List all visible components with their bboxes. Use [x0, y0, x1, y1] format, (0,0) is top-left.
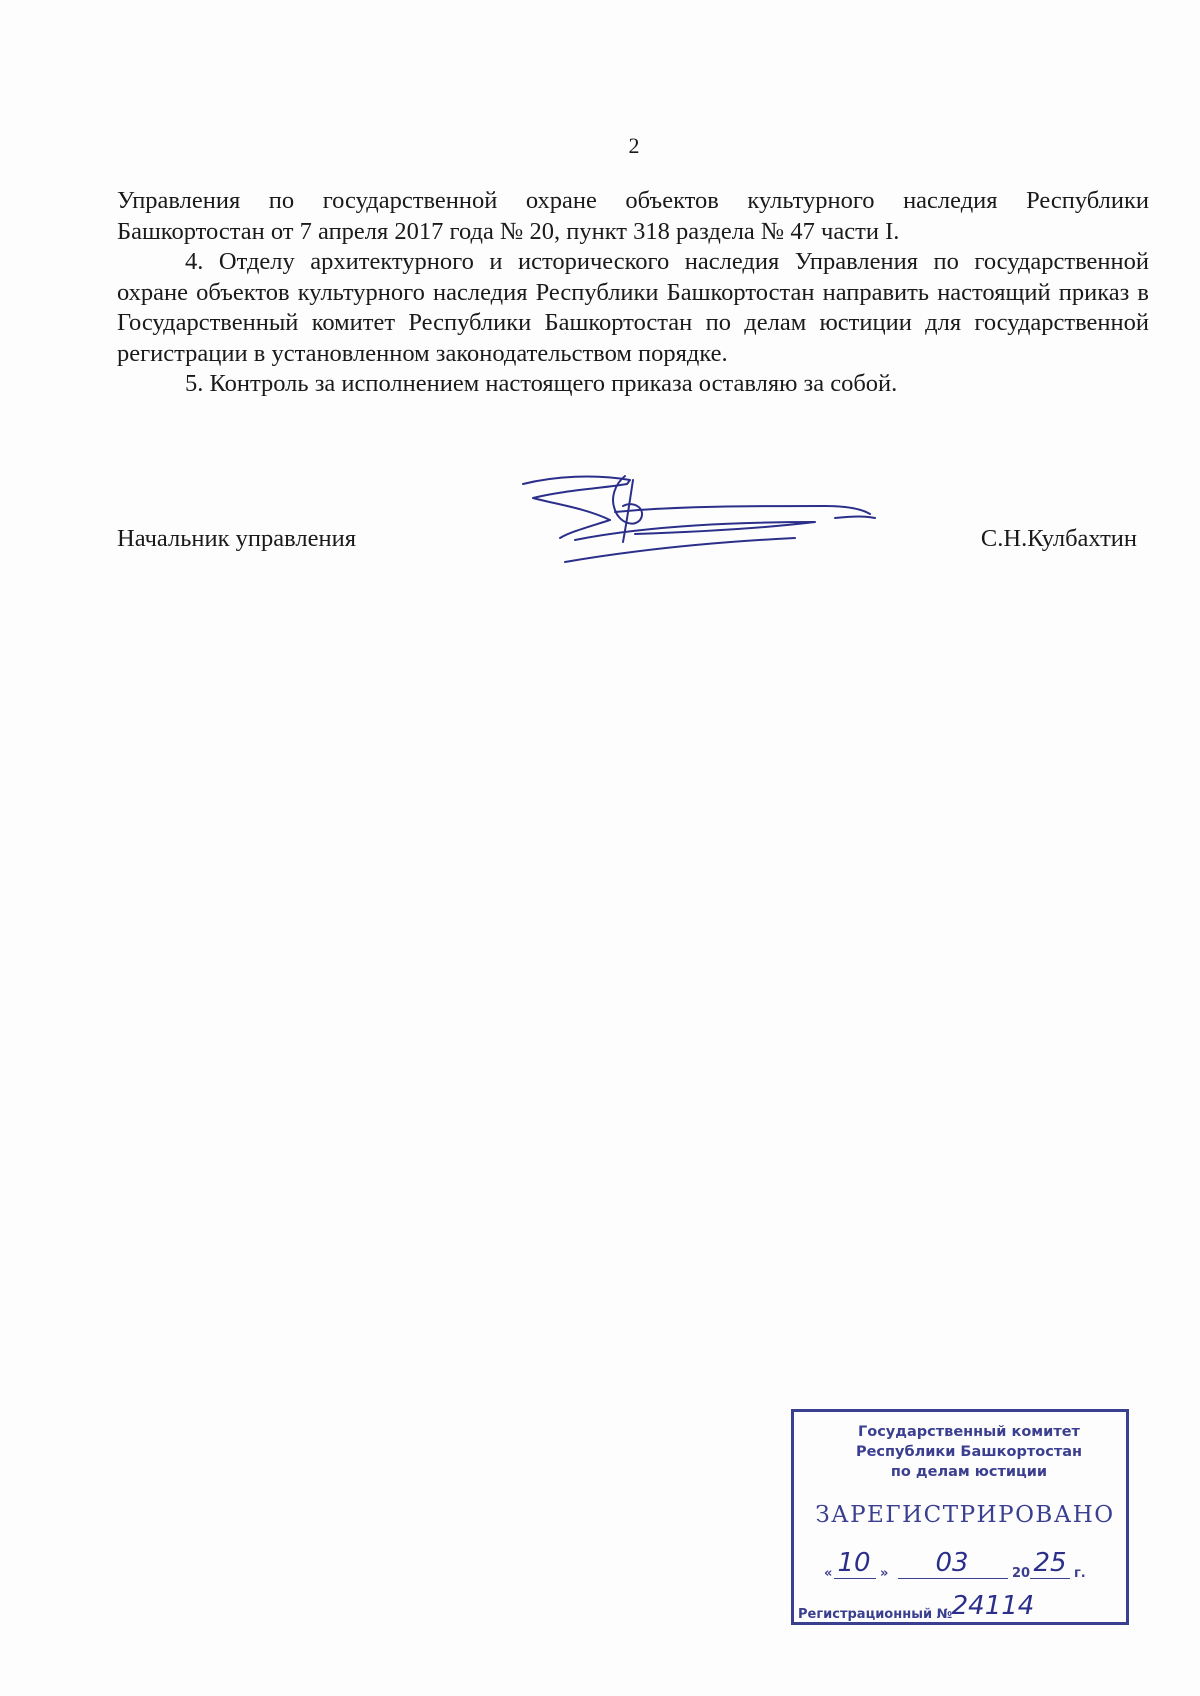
stamp-status: ЗАРЕГИСТРИРОВАНО [815, 1502, 1115, 1528]
body-text [117, 186, 1149, 400]
page-number: 2 [628, 133, 640, 158]
stamp-day: 10 [837, 1548, 871, 1578]
stamp-day-underline [834, 1578, 876, 1579]
stamp-org-line-2: Республики Башкортостан [855, 1444, 1083, 1460]
stamp-org-line-1: Государственный комитет [858, 1424, 1080, 1440]
signatory-position: Начальник управления [117, 525, 356, 552]
stamp-month-underline [898, 1578, 1008, 1579]
signatory-name: С.Н.Кулбахтин [980, 525, 1137, 552]
stamp-month: 03 [935, 1548, 969, 1578]
handwritten-signature [515, 470, 895, 570]
stamp-reg-label: Регистрационный № [798, 1607, 953, 1622]
paragraph-continuation-first-line: Управления по государственной охране объектов культурного наследия Республики [117, 187, 1149, 214]
stamp-year-prefix: 20 [1012, 1566, 1031, 1581]
registration-stamp [791, 1409, 1129, 1625]
stamp-year-underline [1030, 1578, 1070, 1579]
stamp-organization [794, 1422, 1126, 1482]
stamp-org-line-3: по делам юстиции [890, 1464, 1048, 1480]
paragraph-item-4: 4. Отделу архитектурного и исторического наследия Управления по государственной охране объектов культурного наследия Республики Башкортостан направить настоящий приказ в Государственный комитет Республики Башкортостан по делам юстиции для государственной регистрации в установленном законодательством порядке. [117, 248, 1149, 367]
paragraph-continuation-rest: Башкортостан от 7 апреля 2017 года № 20, пункт 318 раздела № 47 части I. [117, 217, 900, 245]
stamp-registration-number [798, 1591, 1123, 1625]
stamp-year-suffix: 25 [1033, 1548, 1067, 1578]
stamp-date [824, 1548, 1114, 1584]
stamp-open-quote: « [824, 1566, 833, 1581]
stamp-close-quote: » [880, 1566, 889, 1581]
paragraph-item-5: 5. Контроль за исполнением настоящего приказа оставляю за собой. [185, 370, 898, 397]
stamp-reg-number: 24114 [951, 1591, 1035, 1621]
stamp-reg-underline [948, 1623, 1123, 1624]
stamp-year-unit: г. [1074, 1566, 1086, 1581]
